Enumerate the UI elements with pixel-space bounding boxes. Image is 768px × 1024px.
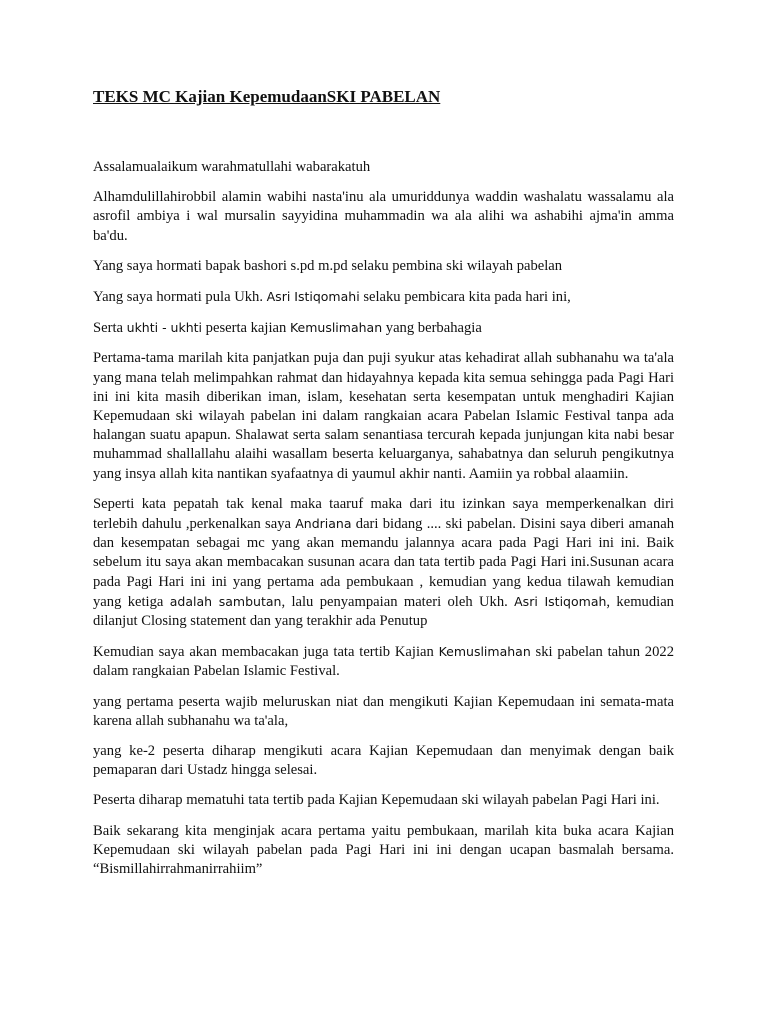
text-segment: adalah sambutan bbox=[169, 593, 282, 609]
paragraph-opening-prayer: Alhamdulillahirobbil alamin wabihi nasta'inu ala umuriddunya waddin washalatu wassalamu ala asrofil ambiya i wal mursalin sayyidina muhammadin wa ala alihi wa ashabihi ajma'in amma ba'du. bbox=[93, 189, 674, 244]
text-segment: , lalu penyampaian materi oleh Ukh. bbox=[281, 593, 515, 610]
speaker-name: Asri Istiqomahi bbox=[266, 289, 360, 305]
text-segment: Kemuslimahan bbox=[289, 320, 383, 336]
text-segment: Kemuslimahan bbox=[438, 644, 531, 660]
paragraph-rules-intro bbox=[93, 642, 674, 681]
paragraph-introduction bbox=[93, 495, 674, 631]
paragraph-gratitude: Pertama-tama marilah kita panjatkan puja dan puji syukur atas kehadirat allah subhanahu wa ta'ala yang mana telah melimpahkan rahmat dan hidayahnya kepada kita semua sehingga pada Pagi Hari ini ini kita masih diberikan iman, islam, kesehatan serta kesempatan untuk menghadiri Kajian Kepemudaan ski wilayah pabelan ini dalam rangkaian acara Pabelan Islamic Festival tanpa ada halangan suatu apapun. Shalawat serta salam senantiasa tercurah kepada junjungan kita nabi besar muhammad shallallahu alaihi wasallam beserta keluarganya, sahabatnya dan seluruh pengikutnya yang insya allah kita nantikan syafaatnya di yaumul akhir nanti. Aamiin ya robbal alaamiin. bbox=[93, 350, 674, 482]
speaker-name: Asri Istiqomah bbox=[514, 593, 607, 609]
text-segment: Serta bbox=[93, 320, 127, 337]
paragraph-rule-2: yang ke-2 peserta diharap mengikuti acara Kajian Kepemudaan dan menyimak dengan baik pemaparan dari Ustadz hingga selesai. bbox=[93, 743, 674, 779]
text-segment: peserta kajian bbox=[202, 320, 290, 337]
text-segment: Seperti kata pepatah tak kenal maka taaruf maka dari itu izinkan saya memperkenalkan diri terlebih dahulu ,perkenalkan saya bbox=[93, 495, 674, 533]
text-segment: selaku pembicara kita pada hari ini, bbox=[359, 289, 571, 306]
document-title: TEKS MC Kajian KepemudaanSKI PABELAN bbox=[93, 87, 441, 106]
text-segment: Yang saya hormati pula Ukh. bbox=[93, 289, 267, 306]
mc-name: Andriana bbox=[295, 516, 352, 532]
paragraph-opening: Baik sekarang kita menginjak acara pertama yaitu pembukaan, marilah kita buka acara Kajian Kepemudaan ski wilayah pabelan pada Pagi Hari ini ini dengan ucapan basmalah bersama. “Bismillahirrahmanirrahiim” bbox=[93, 822, 674, 878]
text-segment: Kemudian saya akan membacakan juga tata tertib Kajian bbox=[93, 644, 439, 661]
paragraph-rule-3: Peserta diharap mematuhi tata tertib pada Kajian Kepemudaan ski wilayah pabelan Pagi Hari ini. bbox=[93, 792, 660, 809]
paragraph-honor-speaker bbox=[93, 287, 674, 307]
text-segment: , kemudian dilanjut Closing statement dan yang terakhir ada Penutup bbox=[93, 593, 674, 630]
text-segment: dari bidang .... ski pabelan. Disini saya diberi amanah dan kesempatan sebagai mc yang akan memandu jalannya acara pada Pagi Hari ini ini. Baik sebelum itu saya akan membacakan susunan acara dan tata tertib pada Pagi Hari ini.Susunan acara pada Pagi Hari ini ini yang pertama ada pembukaan , kemudian yang kedua tilawah kemudian yang ketiga bbox=[93, 516, 674, 610]
paragraph-honor-advisor: Yang saya hormati bapak bashori s.pd m.pd selaku pembina ski wilayah pabelan bbox=[93, 257, 563, 274]
paragraph-rule-1: yang pertama peserta wajib meluruskan niat dan mengikuti Kajian Kepemudaan ini semata-mata karena allah subhanahu wa ta'ala, bbox=[93, 693, 674, 729]
text-segment: ski pabelan tahun 2022 dalam rangkaian Pabelan Islamic Festival. bbox=[93, 644, 674, 680]
paragraph-honor-participants bbox=[93, 318, 674, 338]
text-segment: ukhti - ukhti bbox=[126, 320, 203, 336]
text-segment: yang berbahagia bbox=[382, 320, 482, 337]
paragraph-greeting: Assalamualaikum warahmatullahi wabarakatuh bbox=[93, 159, 371, 175]
